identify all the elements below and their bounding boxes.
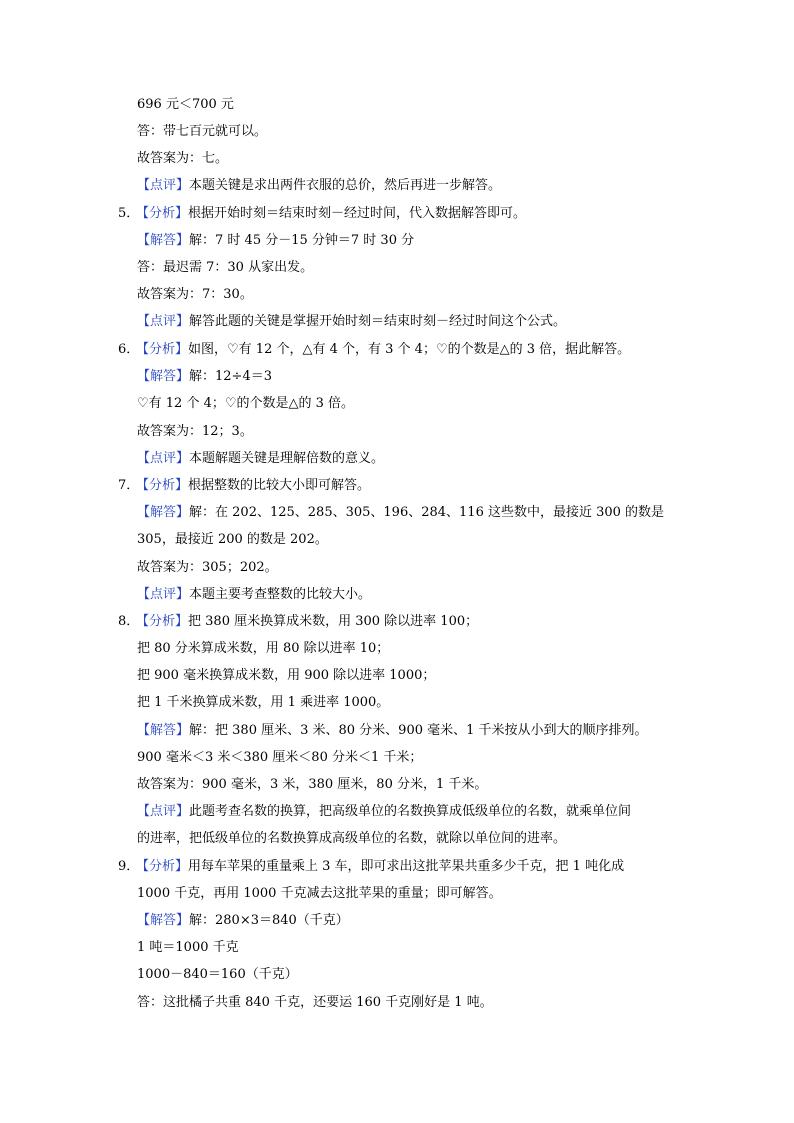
text-line: 答：带七百元就可以。 bbox=[137, 124, 268, 139]
answer-line: 【解答】解：在 202、125、285、305、196、284、116 这些数中，最接近 300 的数是 bbox=[137, 505, 665, 520]
comment-tag: 【点评】 bbox=[137, 451, 190, 466]
answer-tag: 【解答】 bbox=[137, 913, 190, 928]
text-line: ♡有 12 个 4；♡的个数是△的 3 倍。 bbox=[137, 396, 355, 411]
comment-tag: 【点评】 bbox=[137, 314, 190, 329]
comment-line: 【点评】本题关键是求出两件衣服的总价，然后再进一步解答。 bbox=[137, 178, 502, 193]
text-line: 900 毫米＜3 米＜380 厘米＜80 分米＜1 千米； bbox=[137, 750, 423, 765]
text-line: 故答案为：7：30。 bbox=[137, 287, 253, 302]
answer-tag: 【解答】 bbox=[137, 369, 190, 384]
text-line: 1000 千克，再用 1000 千克减去这批苹果的重量；即可解答。 bbox=[137, 886, 502, 901]
analysis-tag: 【分析】 bbox=[136, 614, 189, 629]
answer-line: 【解答】解：12÷4＝3 bbox=[137, 369, 272, 384]
answer-line: 【解答】解：把 380 厘米、3 米、80 分米、900 毫米、1 千米按从小到大的顺序排列。 bbox=[137, 723, 648, 738]
comment-line: 【点评】本题解题关键是理解倍数的意义。 bbox=[137, 451, 385, 466]
text-line: 故答案为：900 毫米，3 米，380 厘米，80 分米，1 千米。 bbox=[137, 777, 488, 792]
text-line: 把 80 分米算成米数，用 80 除以进率 10； bbox=[137, 641, 390, 656]
question-5-analysis: 5．【分析】根据开始时刻＝结束时刻－经过时间，代入数据解答即可。 bbox=[118, 206, 527, 221]
analysis-tag: 【分析】 bbox=[136, 478, 189, 493]
text-line: 的进率，把低级单位的名数换算成高级单位的名数，就除以单位间的进率。 bbox=[137, 831, 567, 846]
answer-tag: 【解答】 bbox=[137, 723, 190, 738]
question-6-analysis: 6．【分析】如图，♡有 12 个，△有 4 个，有 3 个 4；♡的个数是△的 3 倍，据此解答。 bbox=[118, 342, 631, 357]
analysis-tag: 【分析】 bbox=[136, 342, 189, 357]
comment-tag: 【点评】 bbox=[137, 178, 190, 193]
comment-tag: 【点评】 bbox=[137, 804, 190, 819]
text-line: 把 1 千米换算成米数，用 1 乘进率 1000。 bbox=[137, 695, 390, 710]
text-line: 1000－840＝160（千克） bbox=[137, 967, 298, 982]
answer-line: 【解答】解：280×3＝840（千克） bbox=[137, 913, 349, 928]
text-line: 把 900 毫米换算成米数，用 900 除以进率 1000； bbox=[137, 668, 436, 683]
comment-tag: 【点评】 bbox=[137, 587, 190, 602]
question-number: 6． bbox=[118, 342, 140, 357]
question-number: 9． bbox=[118, 859, 140, 874]
comment-line: 【点评】本题主要考查整数的比较大小。 bbox=[137, 587, 372, 602]
question-number: 7． bbox=[118, 478, 140, 493]
comment-line: 【点评】解答此题的关键是掌握开始时刻＝结束时刻－经过时间这个公式。 bbox=[137, 314, 567, 329]
question-number: 8． bbox=[118, 614, 140, 629]
text-line: 答：最迟需 7：30 从家出发。 bbox=[137, 260, 314, 275]
answer-tag: 【解答】 bbox=[137, 505, 190, 520]
analysis-tag: 【分析】 bbox=[136, 206, 189, 221]
answer-tag: 【解答】 bbox=[137, 233, 190, 248]
text-line: 305，最接近 200 的数是 202。 bbox=[137, 532, 328, 547]
text-line: 696 元＜700 元 bbox=[137, 97, 234, 112]
question-number: 5． bbox=[118, 206, 140, 221]
analysis-tag: 【分析】 bbox=[136, 859, 189, 874]
text-line: 答：这批橘子共重 840 千克，还要运 160 千克刚好是 1 吨。 bbox=[137, 995, 493, 1010]
question-8-analysis: 8．【分析】把 380 厘米换算成米数，用 300 除以进率 100； bbox=[118, 614, 479, 629]
text-line: 故答案为：305；202。 bbox=[137, 560, 278, 575]
question-9-analysis: 9．【分析】用每车苹果的重量乘上 3 车，即可求出这批苹果共重多少千克，把 1 吨化成 bbox=[118, 859, 625, 874]
text-line: 故答案为：七。 bbox=[137, 151, 229, 166]
question-7-analysis: 7．【分析】根据整数的比较大小即可解答。 bbox=[118, 478, 371, 493]
answer-line: 【解答】解：7 时 45 分－15 分钟＝7 时 30 分 bbox=[137, 233, 415, 248]
text-line: 故答案为：12；3。 bbox=[137, 424, 253, 439]
text-line: 1 吨＝1000 千克 bbox=[137, 940, 239, 955]
comment-line: 【点评】此题考查名数的换算，把高级单位的名数换算成低级单位的名数，就乘单位间 bbox=[137, 804, 632, 819]
